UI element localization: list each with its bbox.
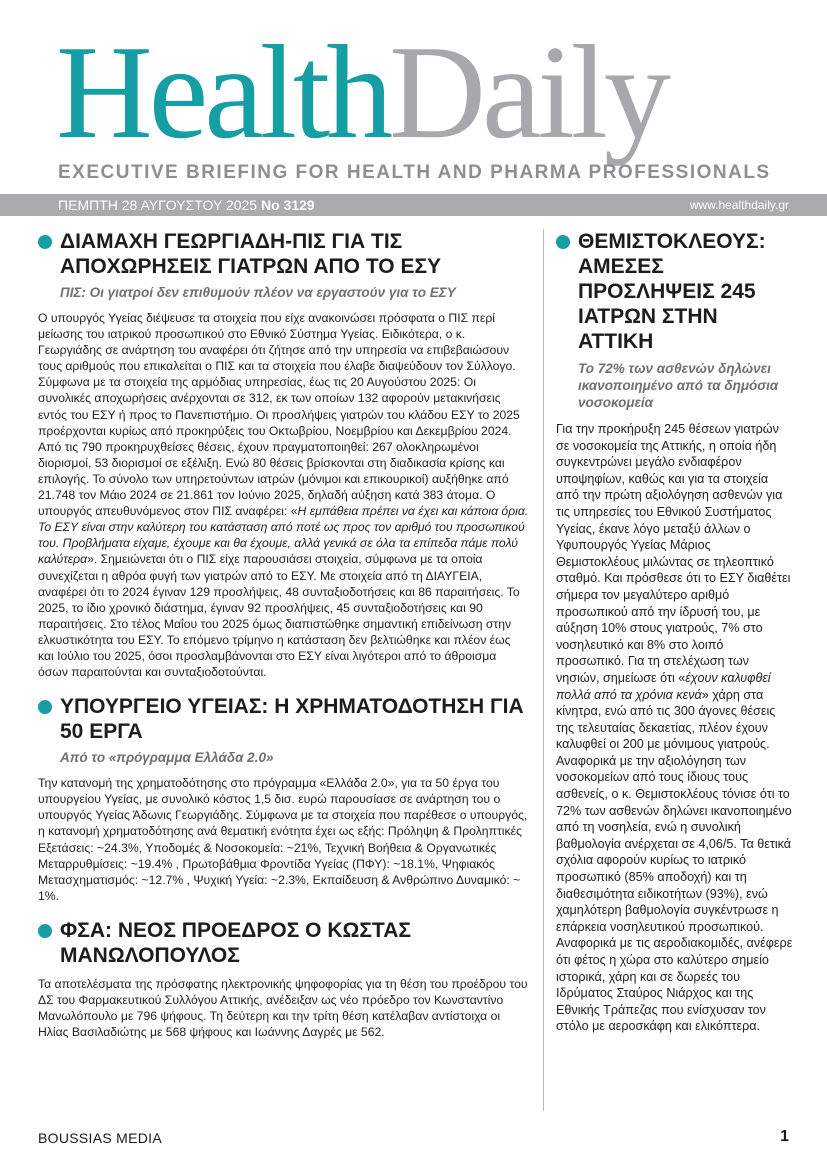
- article-headline-text: ΔΙΑΜΑΧΗ ΓΕΩΡΓΙΑΔΗ-ΠΙΣ ΓΙΑ ΤΙΣ ΑΠΟΧΩΡΗΣΕΙΣ ΓΙΑΤΡΩΝ ΑΠΟ ΤΟ ΕΣΥ: [60, 230, 442, 278]
- article-subhead: Το 72% των ασθενών δηλώνει ικανοποιημένο από τα δημόσια νοσοκομεία: [578, 361, 779, 410]
- article-headline[interactable]: [38, 918, 529, 968]
- logo-health-word: Health: [56, 18, 390, 166]
- body-part: » χάρη στα κίνητρα, ενώ από τις 300 άγονες θέσεις της τελευταίας δεκαετίας, πλέον έχουν καλυφθεί οι 200 με μόνιμους γιατρούς. Αναφορικά με την αξιολόγηση των νοσοκομείων από τους ίδιους τους ασθενείς, ο κ. Θεμιστοκλέους τόνισε ότι το 72% των ασθενών δηλώνει ικανοποιημένο από τη νοσηλεία, ενώ η συνολική βαθμολογία ανέρχεται σε 4,06/5. Τα θετικά σχόλια αφορούν κυρίως το ιατρικό προσωπικό (85% αποδοχή) και τη διαθεσιμότητα ειδικοτήτων (93%), ενώ χαμηλότερη βαθμολογία συγκέντρωσε η επάρκεια νοσηλευτικού προσωπικού. Αναφορικά με τις αεροδιακομιδές, ανέφερε ότι φέτος η χώρα στο καλύτερο σημείο ιστορικά, χάρη και σε δωρεές του Ιδρύματος Σταύρος Νιάρχος και της Εθνικής Τράπεζας που ενίσχυσαν τον στόλο με αεροσκάφη και ελικόπτερα.: [556, 687, 793, 1034]
- article-headline-text: ΥΠΟΥΡΓΕΙΟ ΥΓΕΙΑΣ: Η ΧΡΗΜΑΤΟΔΟΤΗΣΗ ΓΙΑ 50 ΕΡΓΑ: [60, 695, 524, 744]
- bullet-dot-icon: [556, 235, 570, 249]
- date-bar: [0, 194, 827, 216]
- issue-date: ΠΕΜΠΤΗ 28 ΑΥΓΟΥΣΤΟΥ 2025: [58, 197, 258, 213]
- issue-date-line: [58, 196, 315, 214]
- column-divider: [543, 229, 544, 1111]
- article-headline-text: ΦΣΑ: ΝΕΟΣ ΠΡΟΕΔΡΟΣ Ο ΚΩΣΤΑΣ ΜΑΝΩΛΟΠΟΥΛΟΣ: [60, 918, 411, 967]
- bullet-dot-icon: [38, 235, 52, 249]
- article-themistokleous: [556, 229, 794, 1035]
- site-url-link[interactable]: www.healthdaily.gr: [689, 198, 789, 212]
- body-quote: Η εμπάθεια πρέπει να έχει και κάποια όρια. Το ΕΣΥ είναι στην καλύτερη του κατάσταση από ποτέ ως προς τον αριθμό του προσωπικού του. Προβλήματα είχαμε, έχουμε και θα έχουμε, αλλά γενικά σε όλα τα επίπεδα πάμε πολύ καλύτερα: [38, 504, 529, 567]
- right-column: [556, 229, 794, 1049]
- article-georgiadis-pis: [38, 229, 529, 680]
- logo-daily-word: Daily: [389, 18, 667, 166]
- body-part: Ο υπουργός Υγείας διέψευσε τα στοιχεία που είχε ανακοινώσει πρόσφατα ο ΠΙΣ περί μείωσης του ιατρικού προσωπικού στο Εθνικό Σύστημα Υγείας. Ειδικότερα, ο κ. Γεωργιάδης σε ανάρτηση του αναφέρει ότι ζήτησε από την υπηρεσία να επιβεβαιώσουν τους αριθμούς που επικαλείται ο ΠΙΣ και τα στοιχεία που έλαβε διαψεύδουν τον Σύλλογο. Σύμφωνα με τα στοιχεία της αρμόδιας υπηρεσίας, έως τις 20 Αυγούστου 2025: Οι συνολικές αποχωρήσεις ανέρχονται σε 312, εκ των οποίων 132 αφορούν μετακινήσεις εντός του ΕΣΥ ή προς το Πανεπιστήμιο. Οι προσλήψεις γιατρών του κλάδου ΕΣΥ το 2025 προέρχονται κυρίως από προκηρύξεις του Οκτωβρίου, Νοεμβρίου και Δεκεμβρίου 2024. Από τις 790 προκηρυχθείσες θέσεις, έχουν πραγματοποιηθεί: 267 ολοκληρωμένοι διορισμοί, 53 διορισμοί σε εξέλιξη. Ενώ 80 θέσεις βρίσκονται στη διαδικασία κρίσης και επιλογής. Το σύνολο των υπηρετούντων ιατρών (μόνιμοι και επικουρικοί) αυξήθηκε από 21.748 τον Μάιο 2024 σε 21.861 τον Ιούνιο 2025, δηλαδή αύξηση κατά 383 άτομα. Ο υπουργός απευθυνόμενος στον ΠΙΣ αναφέρει: «: [38, 311, 520, 519]
- article-body: Την κατανομή της χρηματοδότησης στο πρόγραμμα «Ελλάδα 2.0», για τα 50 έργα του υπουργείου Υγείας, με συνολικό κόστος 1,5 δισ. ευρώ παρουσίασε σε ανάρτηση του ο υπουργός Υγείας Άδωνις Γεωργιάδης. Σύμφωνα με τα στοιχεία που παρέθεσε ο υπουργός, η κατανομή χρηματοδότησης ανά θεματική ενότητα έχει ως εξής: Πρόληψη & Προληπτικές Εξετάσεις: ~24.3%, Υποδομές & Νοσοκομεία: ~21%, Τεχνική Βοήθεια & Οργανωτικές Μεταρρυθμίσεις: ~19.4% , Πρωτοβάθμια Φροντίδα Υγείας (ΠΦΥ): ~18.1%, Ψηφιακός Μετασχηματισμός: ~12.7% , Ψυχική Υγεία: ~2.3%, Εκπαίδευση & Ανθρώπινο Δυναμικό: ~ 1%.: [38, 776, 528, 903]
- article-body: Τα αποτελέσματα της πρόσφατης ηλεκτρονικής ψηφοφορίας για τη θέση του προέδρου του ΔΣ του Φαρμακευτικού Συλλόγου Αττικής, ανέδειξαν ως νέο πρόεδρο τον Κωνσταντίνο Μανωλόπουλο με 796 ψήφους. Τη δεύτερη και την τρίτη θέση κατέλαβαν αντίστοιχα οι Ηλίας Βασιλαδιώτης με 568 ψήφους και Ιωάννης Δαγρές με 562.: [38, 976, 528, 1040]
- healthdaily-logo[interactable]: [56, 18, 667, 166]
- article-headline[interactable]: [556, 229, 794, 354]
- article-subhead: ΠΙΣ: Οι γιατροί δεν επιθυμούν πλέον να εργαστούν για το ΕΣΥ: [60, 285, 456, 300]
- tagline: EXECUTIVE BRIEFING FOR HEALTH AND PHARMA PROFESSIONALS: [58, 162, 771, 183]
- bullet-dot-icon: [38, 924, 52, 938]
- masthead: [0, 0, 827, 192]
- article-subhead: Από το «πρόγραμμα Ελλάδα 2.0»: [60, 750, 274, 766]
- article-headline-text: ΘΕΜΙΣΤΟΚΛΕΟΥΣ: ΑΜΕΣΕΣ ΠΡΟΣΛΗΨΕΙΣ 245 ΙΑΤΡΩΝ ΣΤΗΝ ΑΤΤΙΚΗ: [578, 230, 766, 353]
- article-fsa-president: [38, 918, 529, 1040]
- left-column: [38, 229, 529, 1054]
- body-part: Για την προκήρυξη 245 θέσεων γιατρών σε νοσοκομεία της Αττικής, η οποία ήδη συγκεντρώνει μεγάλο ενδιαφέρον υποψηφίων, καθώς και για τα στοιχεία από την πρώτη αξιολόγηση ασθενών για τις υπηρεσίες του Εθνικού Συστήματος Υγείας, έκανε λόγο μεταξύ άλλων ο Υφυπουργός Υγείας Μάριος Θεμιστοκλέους μιλώντας σε τηλεοπτικό σταθμό. Και πρόσθεσε ότι το ΕΣΥ διαθέτει σήμερα τον μεγαλύτερο αριθμό προσωπικού από την ίδρυσή του, με αύξηση 10% στους γιατρούς, 7% στο νοσηλευτικό και 8% στο λοιπό προσωπικό. Για τη στελέχωση των νησιών, σημείωσε ότι «: [556, 422, 791, 685]
- bullet-dot-icon: [38, 700, 52, 714]
- article-body: [38, 310, 529, 680]
- article-headline[interactable]: [38, 694, 529, 744]
- publisher-name: BOUSSIAS MEDIA: [38, 1130, 163, 1146]
- article-ministry-funding: [38, 694, 529, 904]
- issue-number: No 3129: [261, 197, 315, 213]
- article-headline[interactable]: [38, 229, 529, 279]
- page-number: 1: [780, 1128, 789, 1145]
- body-quote: έχουν καλυφθεί πολλά από τα χρόνια κενά: [556, 670, 771, 702]
- article-body: [556, 421, 794, 1035]
- body-part: ». Σημειώνεται ότι ο ΠΙΣ είχε παρουσιάσει στοιχεία, σύμφωνα με τα οποία συνεχίζεται η αθρόα φυγή των γιατρών από το ΕΣΥ. Με στοιχεία από τη ΔΙΑΥΓΕΙΑ, αναφέρει ότι το 2024 έγιναν 129 προσλήψεις, 48 συνταξιοδοτήσεις και 86 παραιτήσεις. Το 2025, το ίδιο χρονικό διάστημα, έγιναν 92 προσλήψεις, 45 συνταξιοδοτήσεις και 90 παραιτήσεις. Στο τέλος Μαΐου του 2025 όμως διαπιστώθηκε σημαντική επιδείνωση στην ελκυστικότητα του ΕΣΥ. Το επόμενο τρίμηνο η κατάσταση δεν βελτιώθηκε και πλέον έως και Ιούλιο του 2025, όσοι προσλαμβάνονται στο ΕΣΥ είναι λιγότεροι από το άθροισμα όσων παραιτούνται και συνταξιοδοτούνται.: [38, 552, 520, 680]
